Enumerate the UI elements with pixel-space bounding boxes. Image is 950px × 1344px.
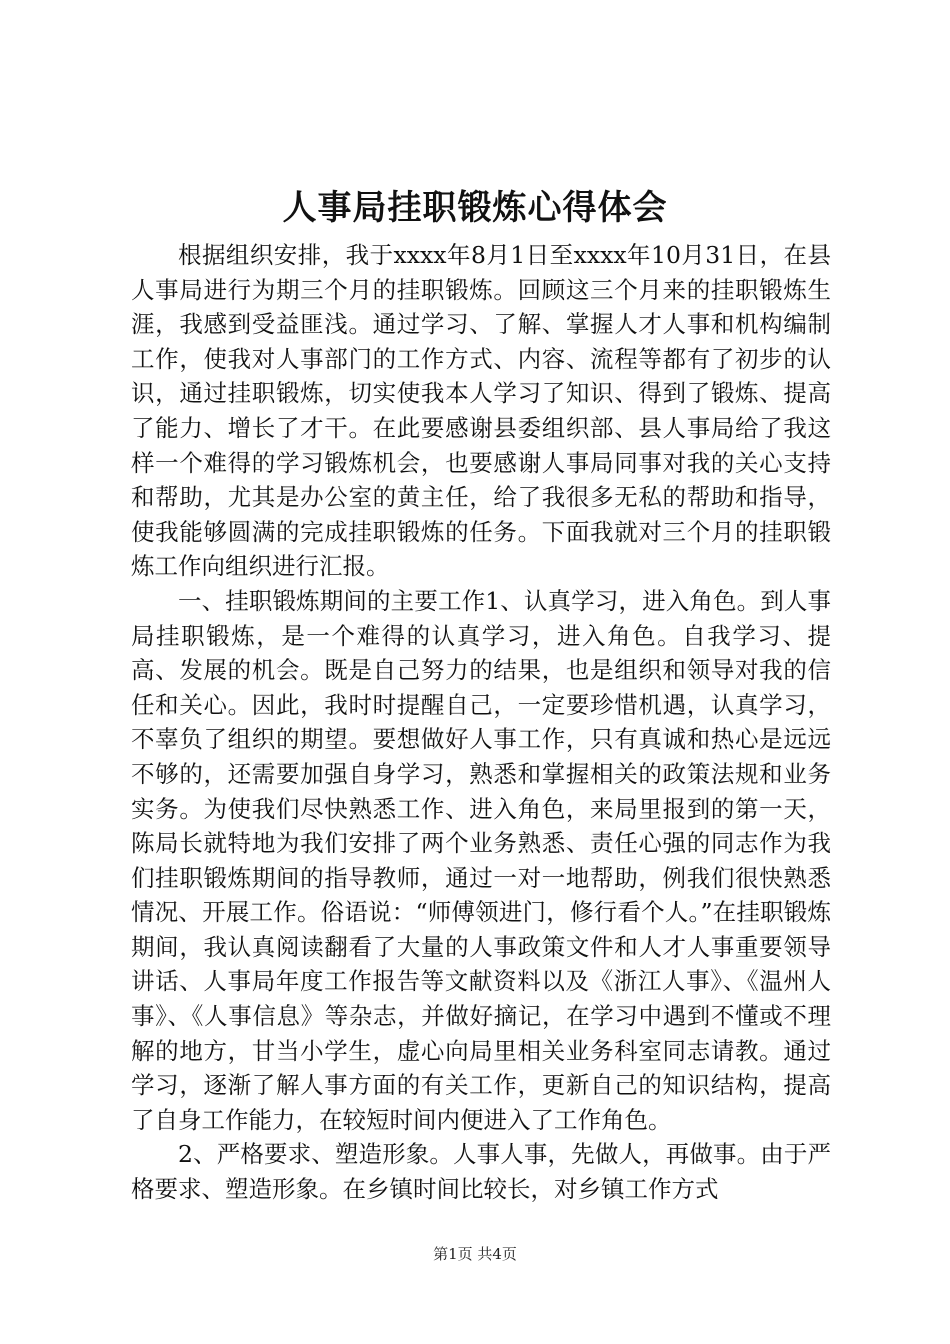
document-title: 人事局挂职锻炼心得体会 bbox=[282, 188, 668, 228]
document-body bbox=[131, 238, 831, 1207]
paragraph-section-one: 一、挂职锻炼期间的主要工作1、认真学习，进入角色。到人事局挂职锻炼，是一个难得的认真学习，进入角色。自我学习、提高、发展的机会。既是自己努力的结果，也是组织和领导对我的信任和关心。因此，我时时提醒自己，一定要珍惜机遇，认真学习，不辜负了组织的期望。要想做好人事工作，只有真诚和热心是远远不够的，还需要加强自身学习，熟悉和掌握相关的政策法规和业务实务。为使我们尽快熟悉工作、进入角色，来局里报到的第一天，陈局长就特地为我们安排了两个业务熟悉、责任心强的同志作为我们挂职锻炼期间的指导教师，通过一对一地帮助，例我们很快熟悉情况、开展工作。俗语说：“师傅领进门，修行看个人。”在挂职锻炼期间，我认真阅读翻看了大量的人事政策文件和人才人事重要领导讲话、人事局年度工作报告等文献资料以及《浙江人事》、《温州人事》、《人事信息》等杂志，并做好摘记，在学习中遇到不懂或不理解的地方，甘当小学生，虚心向局里相关业务科室同志请教。通过学习，逐渐了解人事方面的有关工作，更新自己的知识结构，提高了自身工作能力，在较短时间内便进入了工作角色。 bbox=[131, 586, 831, 1134]
paragraph-item-two: 2、严格要求、塑造形象。人事人事，先做人，再做事。由于严格要求、塑造形象。在乡镇时间比较长，对乡镇工作方式 bbox=[131, 1140, 831, 1204]
page-number-footer: 第1页 共4页 bbox=[433, 1245, 517, 1263]
paragraph-intro: 根据组织安排，我于xxxx年8月1日至xxxx年10月31日，在县人事局进行为期三个月的挂职锻炼。回顾这三个月来的挂职锻炼生涯，我感到受益匪浅。通过学习、了解、掌握人才人事和机构编制工作，使我对人事部门的工作方式、内容、流程等都有了初步的认识，通过挂职锻炼，切实使我本人学习了知识、得到了锻炼、提高了能力、增长了才干。在此要感谢县委组织部、县人事局给了我这样一个难得的学习锻炼机会，也要感谢人事局同事对我的关心支持和帮助，尤其是办公室的黄主任，给了我很多无私的帮助和指导，使我能够圆满的完成挂职锻炼的任务。下面我就对三个月的挂职锻炼工作向组织进行汇报。 bbox=[131, 241, 831, 581]
